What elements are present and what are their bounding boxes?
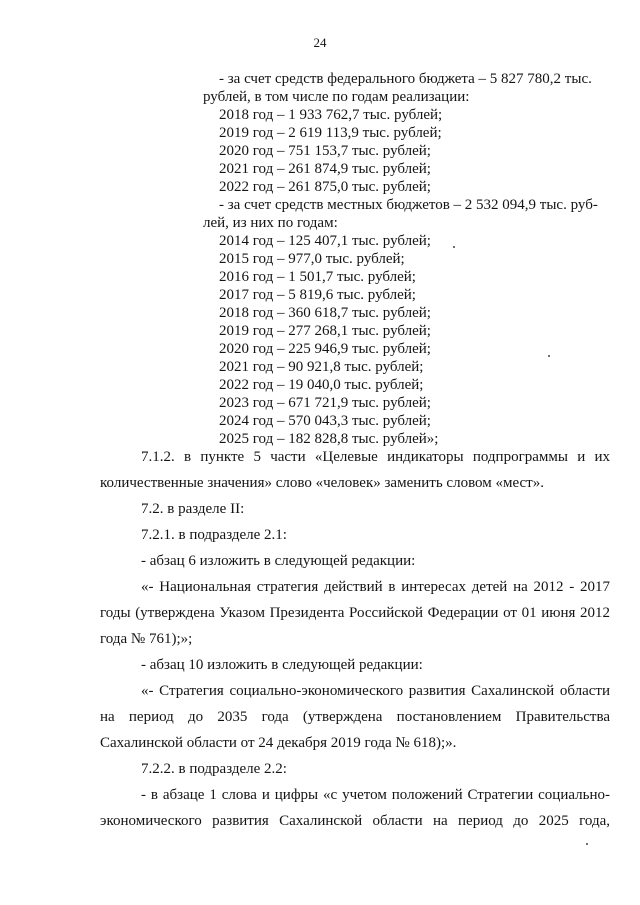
paragraph-line: 7.2.2. в подразделе 2.2: [141,761,287,777]
scan-speck [586,843,588,845]
list-item: рублей, в том числе по годам реализации: [203,89,470,105]
list-item: 2022 год – 261 875,0 тыс. рублей; [219,179,431,195]
paragraph-line: - абзац 10 изложить в следующей редакции: [141,657,423,673]
paragraph-line: «- Национальная стратегия действий в интересах детей на 2012 - 2017 [141,579,610,595]
list-item: 2014 год – 125 407,1 тыс. рублей; [219,233,431,249]
list-item: 2020 год – 225 946,9 тыс. рублей; [219,341,431,357]
list-item: 2020 год – 751 153,7 тыс. рублей; [219,143,431,159]
page-number: 24 [313,35,327,50]
list-item: 2022 год – 19 040,0 тыс. рублей; [219,377,424,393]
paragraph-line: года № 761);»; [100,631,193,647]
list-item: 2018 год – 360 618,7 тыс. рублей; [219,305,431,321]
paragraph-line: 7.2.1. в подразделе 2.1: [141,527,287,543]
list-item: 2023 год – 671 721,9 тыс. рублей; [219,395,431,411]
paragraph-line: 7.2. в разделе II: [141,501,245,517]
list-item: 2017 год – 5 819,6 тыс. рублей; [219,287,416,303]
paragraph-line: - в абзаце 1 слова и цифры «с учетом положений Стратегии социально- [141,787,610,803]
list-item: 2019 год – 277 268,1 тыс. рублей; [219,323,431,339]
scan-speck [453,246,455,248]
list-item: лей, из них по годам: [203,215,338,231]
list-item: 2015 год – 977,0 тыс. рублей; [219,251,405,267]
list-item: 2021 год – 261 874,9 тыс. рублей; [219,161,431,177]
paragraph-line: «- Стратегия социально-экономического развития Сахалинской области [141,683,610,699]
scan-speck [548,355,550,357]
list-item: 2024 год – 570 043,3 тыс. рублей; [219,413,431,429]
paragraph-line: - абзац 6 изложить в следующей редакции: [141,553,416,569]
list-item: - за счет средств федерального бюджета – 5 827 780,2 тыс. [219,71,592,87]
paragraph-line: 7.1.2. в пункте 5 части «Целевые индикаторы подпрограммы и их [141,449,610,465]
paragraph-line: на период до 2035 года (утверждена постановлением Правительства [100,709,610,725]
list-item: 2016 год – 1 501,7 тыс. рублей; [219,269,416,285]
list-item: 2018 год – 1 933 762,7 тыс. рублей; [219,107,443,123]
paragraph-line: экономического развития Сахалинской области на период до 2025 года, [100,813,610,829]
paragraph-line: количественные значения» слово «человек» заменить словом «мест». [100,475,544,491]
paragraph-line: Сахалинской области от 24 декабря 2019 года № 618);». [100,735,457,751]
list-item: 2025 год – 182 828,8 тыс. рублей»; [219,431,439,447]
list-item: 2021 год – 90 921,8 тыс. рублей; [219,359,424,375]
paragraph-line: годы (утверждена Указом Президента Российской Федерации от 01 июня 2012 [100,605,610,621]
list-item: - за счет средств местных бюджетов – 2 532 094,9 тыс. руб- [219,197,598,213]
list-item: 2019 год – 2 619 113,9 тыс. рублей; [219,125,442,141]
